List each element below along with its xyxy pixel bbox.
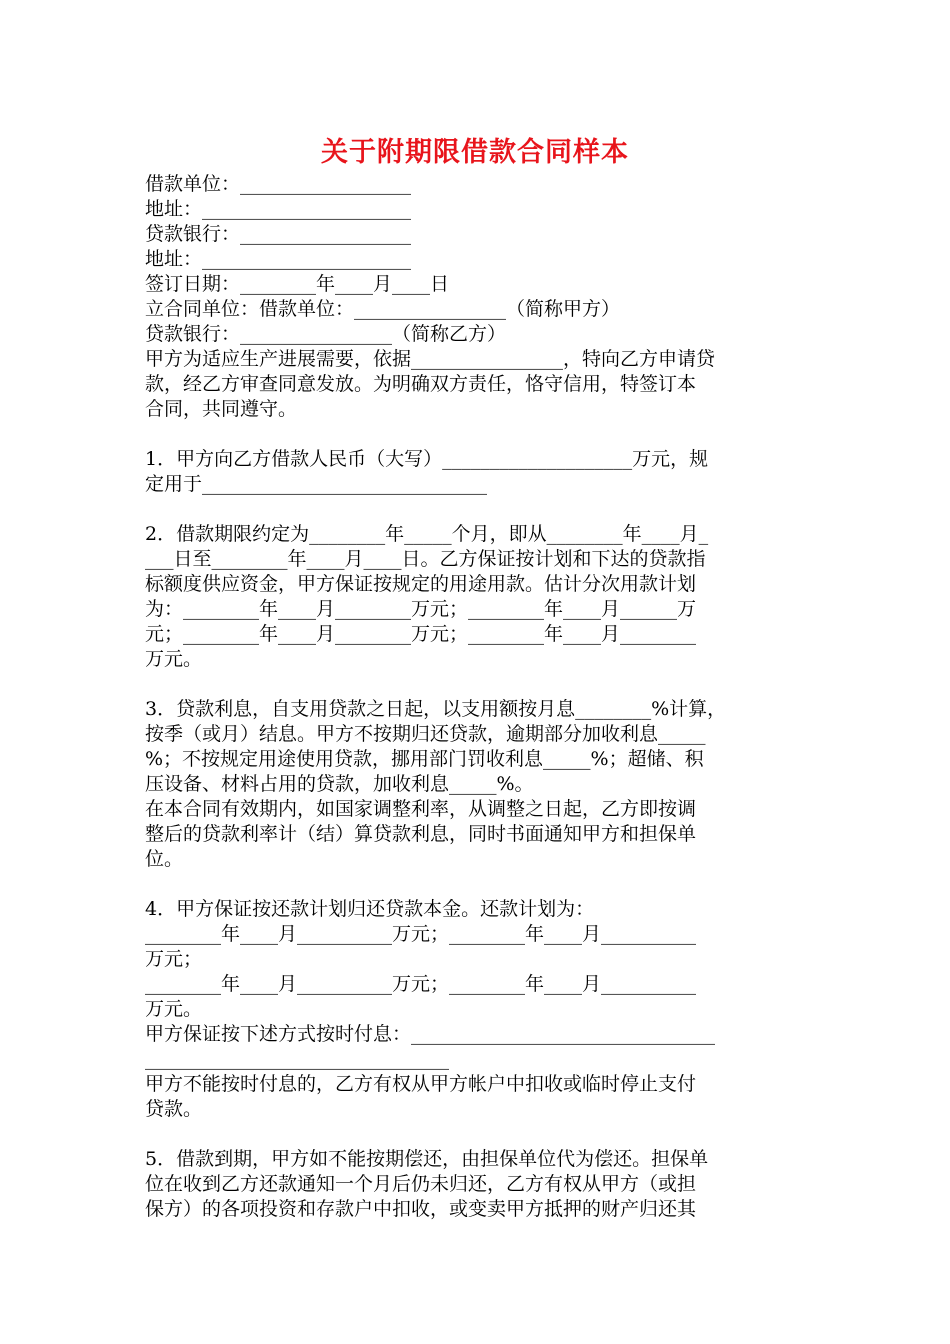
text-line: ___日至________年____月____日。乙方保证按计划和下达的贷款指 xyxy=(145,548,706,570)
text-line: ________________________________ xyxy=(145,1048,449,1070)
document-body xyxy=(145,172,810,1222)
text-line: 万元； xyxy=(145,948,203,970)
text-line: 保方）的各项投资和存款户中扣收，或变卖甲方抵押的财产归还其 xyxy=(145,1198,697,1220)
text-line: 2．借款期限约定为________年_____个月，即从________年____月_ xyxy=(145,523,709,545)
text-line: ________年____月__________万元；________年____月__________ xyxy=(145,973,697,995)
text-line: 借款单位：__________________ xyxy=(145,173,412,195)
text-line: 签订日期：________年____月____日 xyxy=(145,273,450,295)
paragraph-spacer xyxy=(145,1122,810,1147)
paragraph-spacer xyxy=(145,672,810,697)
text-line: 5．借款到期，甲方如不能按期偿还，由担保单位代为偿还。担保单 xyxy=(145,1148,709,1170)
text-line: 贷款银行：__________________ xyxy=(145,223,412,245)
text-line: 定用于______________________________ xyxy=(145,473,488,495)
text-line: ________年____月__________万元；________年____月__________ xyxy=(145,923,697,945)
document-title: 关于附期限借款合同样本 xyxy=(321,137,629,168)
text-line: 万元。 xyxy=(145,998,203,1020)
text-line: 整后的贷款利率计（结）算贷款利息，同时书面通知甲方和担保单 xyxy=(145,823,697,845)
text-line: 地址：______________________ xyxy=(145,248,412,270)
text-line: 压设备、材料占用的贷款，加收利息_____%。 xyxy=(145,773,534,795)
text-line: 3．贷款利息，自支用贷款之日起，以支用额按月息________%计算， xyxy=(145,698,727,720)
paragraph-spacer xyxy=(145,422,810,447)
text-line: 位。 xyxy=(145,848,184,870)
text-line: 甲方为适应生产进展需要，依据________________，特向乙方申请贷 xyxy=(145,348,716,370)
text-line: 1．甲方向乙方借款人民币（大写）____________________万元，规 xyxy=(145,448,709,470)
text-line: 贷款银行：________________（简称乙方） xyxy=(145,323,507,345)
text-line: 地址：______________________ xyxy=(145,198,412,220)
text-line: 万元。 xyxy=(145,648,203,670)
text-line: 4．甲方保证按还款计划归还贷款本金。还款计划为： xyxy=(145,898,595,920)
text-line: 按季（或月）结息。甲方不按期归还贷款，逾期部分加收利息_____ xyxy=(145,723,706,745)
text-line: 贷款。 xyxy=(145,1098,203,1120)
text-line: 甲方保证按下述方式按时付息：________________________________ xyxy=(145,1023,716,1045)
text-line: 位在收到乙方还款通知一个月后仍未归还，乙方有权从甲方（或担 xyxy=(145,1173,697,1195)
text-line: 在本合同有效期内，如国家调整利率，从调整之日起，乙方即按调 xyxy=(145,798,697,820)
text-line: 甲方不能按时付息的，乙方有权从甲方帐户中扣收或临时停止支付 xyxy=(145,1073,697,1095)
paragraph-spacer xyxy=(145,497,810,522)
text-line: %；不按规定用途使用贷款，挪用部门罚收利息_____%；超储、积 xyxy=(145,748,704,770)
text-line: 元；________年____月________万元；________年____月________ xyxy=(145,623,697,645)
text-line: 立合同单位：借款单位：________________（简称甲方） xyxy=(145,298,621,320)
text-line: 款，经乙方审查同意发放。为明确双方责任，恪守信用，特签订本 xyxy=(145,373,697,395)
paragraph-spacer xyxy=(145,872,810,897)
text-line: 合同，共同遵守。 xyxy=(145,398,298,420)
text-line: 标额度供应资金，甲方保证按规定的用途用款。估计分次用款计划 xyxy=(145,573,697,595)
text-line: 为：________年____月________万元；________年____月______万 xyxy=(145,598,697,620)
